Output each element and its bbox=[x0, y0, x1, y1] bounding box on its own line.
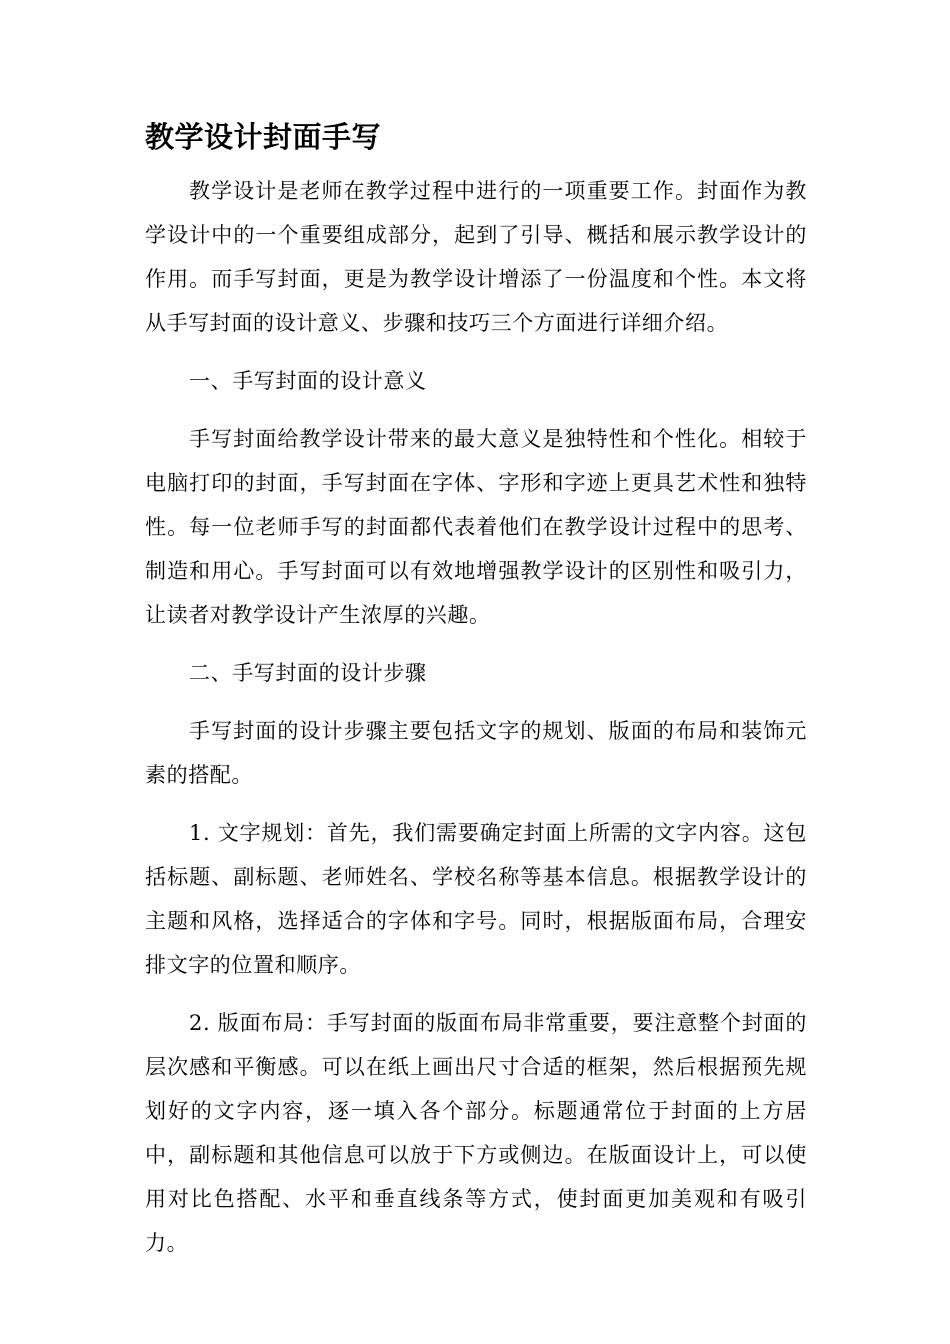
section-2-paragraph: 手写封面的设计步骤主要包括文字的规划、版面的布局和装饰元素的搭配。 bbox=[145, 719, 807, 787]
intro-paragraph: 教学设计是老师在教学过程中进行的一项重要工作。封面作为教学设计中的一个重要组成部分，起到了引导、概括和展示教学设计的作用。而手写封面，更是为教学设计增添了一份温度和个性。本文将从手写封面的设计意义、步骤和技巧三个方面进行详细介绍。 bbox=[145, 179, 807, 335]
section-heading-2: 二、手写封面的设计步骤 bbox=[189, 661, 427, 685]
document-title: 教学设计封面手写 bbox=[145, 120, 382, 154]
document-page bbox=[145, 108, 807, 1279]
section-1-paragraph: 手写封面给教学设计带来的最大意义是独特性和个性化。相较于电脑打印的封面，手写封面在字体、字形和字迹上更具艺术性和独特性。每一位老师手写的封面都代表着他们在教学设计过程中的思考、制造和用心。手写封面可以有效地增强教学设计的区别性和吸引力，让读者对教学设计产生浓厚的兴趣。 bbox=[145, 427, 807, 627]
section-heading-1: 一、手写封面的设计意义 bbox=[189, 369, 427, 393]
step-2-paragraph: 2. 版面布局：手写封面的版面布局非常重要，要注意整个封面的层次感和平衡感。可以在纸上画出尺寸合适的框架，然后根据预先规划好的文字内容，逐一填入各个部分。标题通常位于封面的上方居中，副标题和其他信息可以放于下方或侧边。在版面设计上，可以使用对比色搭配、水平和垂直线条等方式，使封面更加美观和有吸引力。 bbox=[145, 1011, 807, 1255]
step-1-paragraph: 1. 文字规划：首先，我们需要确定封面上所需的文字内容。这包括标题、副标题、老师姓名、学校名称等基本信息。根据教学设计的主题和风格，选择适合的字体和字号。同时，根据版面布局，合理安排文字的位置和顺序。 bbox=[145, 821, 807, 977]
